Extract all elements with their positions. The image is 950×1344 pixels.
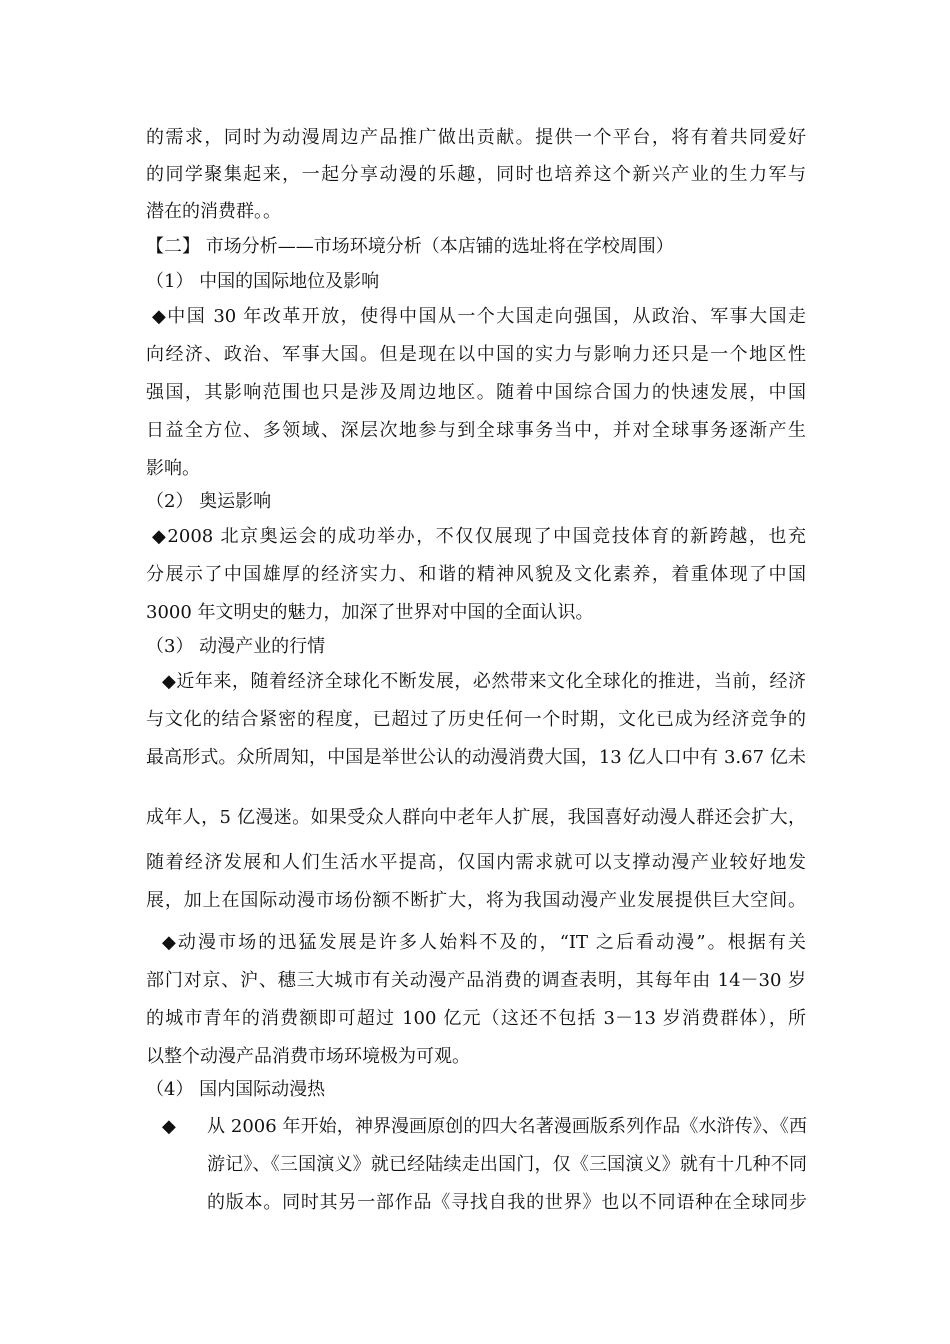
- paragraph-line: 以整个动漫产品消费市场环境极为可观。: [146, 1046, 470, 1067]
- subsection-title-4: （4） 国内国际动漫热: [146, 1079, 326, 1100]
- subsection-title-1: （1） 中国的国际地位及影响: [146, 271, 380, 292]
- paragraph-line: ◆动漫市场的迅猛发展是许多人始料不及的，“IT 之后看动漫”。根据有关: [162, 932, 806, 953]
- paragraph-line: 强国，其影响范围也只是涉及周边地区。随着中国综合国力的快速发展，中国: [146, 382, 806, 403]
- paragraph-line: 3000 年文明史的魅力，加深了世界对中国的全面认识。: [146, 602, 594, 623]
- paragraph-line: 展，加上在国际动漫市场份额不断扩大，将为我国动漫产业发展提供巨大空间。: [146, 890, 806, 911]
- paragraph-line: ◆2008 北京奥运会的成功举办，不仅仅展现了中国竞技体育的新跨越，也充: [152, 526, 806, 547]
- intro-line-1: 的需求，同时为动漫周边产品推广做出贡献。提供一个平台，将有着共同爱好: [146, 127, 806, 148]
- paragraph-line: ◆中国 30 年改革开放，使得中国从一个大国走向强国，从政治、军事大国走: [152, 306, 806, 327]
- bullet-diamond-icon: ◆: [162, 1116, 176, 1137]
- section-heading: 【二】 市场分析——市场环境分析（本店铺的选址将在学校周围）: [146, 236, 674, 257]
- paragraph-line: 向经济、政治、军事大国。但是现在以中国的实力与影响力还只是一个地区性: [146, 344, 806, 365]
- paragraph-line: 的版本。同时其另一部作品《寻找自我的世界》也以不同语种在全球同步: [207, 1192, 807, 1213]
- paragraph-line: 随着经济发展和人们生活水平提高，仅国内需求就可以支撑动漫产业较好地发: [146, 852, 806, 873]
- subsection-title-3: （3） 动漫产业的行情: [146, 636, 326, 657]
- paragraph-line: 从 2006 年开始，神界漫画原创的四大名著漫画版系列作品《水浒传》、《西: [207, 1116, 807, 1137]
- paragraph-line: 游记》、《三国演义》就已经陆续走出国门，仅《三国演义》就有十几种不同: [207, 1154, 807, 1175]
- paragraph-line: 的城市青年的消费额即可超过 100 亿元（这还不包括 3－13 岁消费群体），所: [146, 1008, 806, 1029]
- paragraph-line: 分展示了中国雄厚的经济实力、和谐的精神风貌及文化素养，着重体现了中国: [146, 564, 806, 585]
- paragraph-line: 成年人，5 亿漫迷。如果受众人群向中老年人扩展，我国喜好动漫人群还会扩大，: [146, 807, 806, 828]
- paragraph-line: 与文化的结合紧密的程度，已超过了历史任何一个时期，文化已成为经济竞争的: [146, 709, 806, 730]
- intro-line-3: 潜在的消费群。。: [146, 201, 281, 222]
- paragraph-line: 最高形式。众所周知，中国是举世公认的动漫消费大国，13 亿人口中有 3.67 亿未: [146, 747, 806, 768]
- paragraph-line: 影响。: [146, 458, 200, 479]
- intro-line-2: 的同学聚集起来，一起分享动漫的乐趣，同时也培养这个新兴产业的生力军与: [146, 164, 806, 185]
- paragraph-line: 日益全方位、多领域、深层次地参与到全球事务当中，并对全球事务逐渐产生: [146, 420, 806, 441]
- paragraph-line: ◆近年来，随着经济全球化不断发展，必然带来文化全球化的推进，当前，经济: [162, 671, 806, 692]
- paragraph-line: 部门对京、沪、穗三大城市有关动漫产品消费的调查表明，其每年由 14－30 岁: [146, 970, 806, 991]
- subsection-title-2: （2） 奥运影响: [146, 491, 272, 512]
